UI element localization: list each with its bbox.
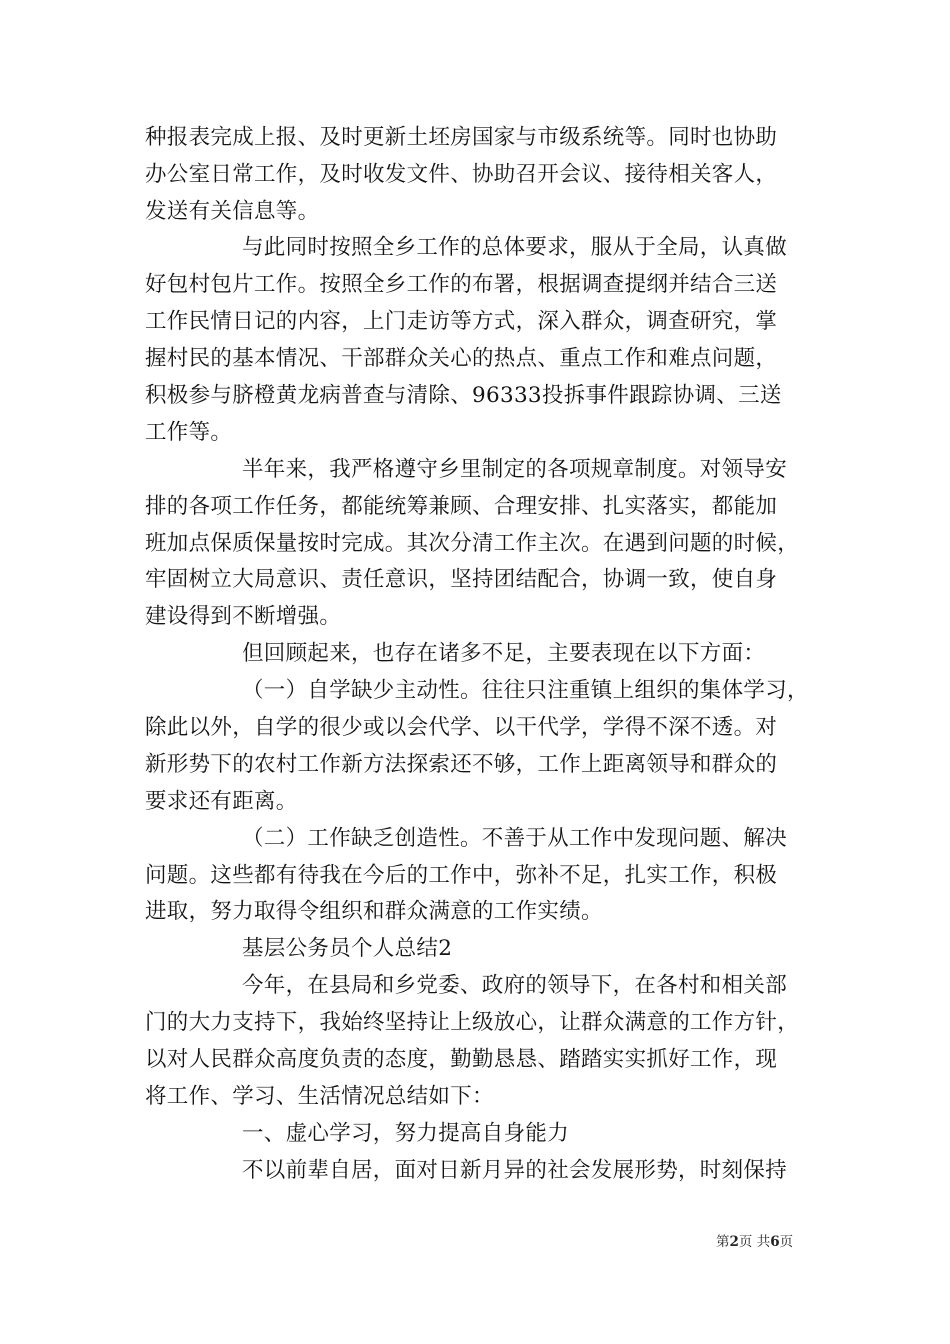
paragraph-start-line: 不以前辈自居，面对日新月异的社会发展形势，时刻保持 — [242, 1158, 788, 1183]
text-line: 积极参与脐橙黄龙病普查与清除、96333投拆事件跟踪协调、三送 — [145, 383, 782, 408]
text-line: 进取，努力取得令组织和群众满意的工作实绩。 — [145, 899, 603, 924]
text-line: 除此以外，自学的很少或以会代学、以干代学，学得不深不透。对 — [145, 715, 778, 740]
subsection-heading: 一、虚心学习，努力提高自身能力 — [242, 1121, 570, 1146]
list-item-line: （二）工作缺乏创造性。不善于从工作中发现问题、解决 — [242, 826, 788, 851]
footer-middle: 页 共 — [738, 1234, 771, 1250]
footer-suffix: 页 — [779, 1234, 794, 1250]
text-line: 好包村包片工作。按照全乡工作的布署，根据调查提纲并结合三送 — [145, 272, 778, 297]
text-line: 种报表完成上报、及时更新土坯房国家与市级系统等。同时也协助 — [145, 125, 778, 150]
paragraph-start-line: 与此同时按照全乡工作的总体要求，服从于全局，认真做 — [242, 235, 788, 260]
text-line: 工作民情日记的内容，上门走访等方式，深入群众，调查研究，掌 — [145, 309, 778, 334]
text-line: 要求还有距离。 — [145, 789, 298, 814]
text-line: 将工作、学习、生活情况总结如下： — [145, 1084, 494, 1109]
total-pages-number: 6 — [770, 1234, 780, 1250]
text-line: 建设得到不断增强。 — [145, 604, 342, 629]
paragraph-start-line: 今年，在县局和乡党委、政府的领导下，在各村和相关部 — [242, 973, 788, 998]
page-footer — [716, 1233, 793, 1251]
text-line: 班加点保质保量按时完成。其次分清工作主次。在遇到问题的时候， — [145, 531, 800, 556]
text-line: 握村民的基本情况、干部群众关心的热点、重点工作和难点问题， — [145, 346, 778, 371]
text-line: 门的大力支持下，我始终坚持让上级放心，让群众满意的工作方针， — [145, 1010, 800, 1035]
text-line: 办公室日常工作，及时收发文件、协助召开会议、接待相关客人， — [145, 162, 778, 187]
paragraph-start-line: 半年来，我严格遵守乡里制定的各项规章制度。对领导安 — [242, 457, 788, 482]
text-line: 发送有关信息等。 — [145, 199, 320, 224]
footer-prefix: 第 — [716, 1234, 730, 1250]
section-heading: 基层公务员个人总结2 — [242, 936, 453, 961]
current-page-number: 2 — [729, 1234, 739, 1250]
text-line: 新形势下的农村工作新方法探索还不够，工作上距离领导和群众的 — [145, 752, 778, 777]
text-line: 牢固树立大局意识、责任意识，坚持团结配合，协调一致，使自身 — [145, 567, 778, 592]
text-line: 排的各项工作任务，都能统筹兼顾、合理安排、扎实落实，都能加 — [145, 494, 778, 519]
text-line: 问题。这些都有待我在今后的工作中，弥补不足，扎实工作，积极 — [145, 863, 778, 888]
paragraph-start-line: 但回顾起来，也存在诸多不足，主要表现在以下方面： — [242, 641, 766, 666]
text-line: 以对人民群众高度负责的态度，勤勤恳恳、踏踏实实抓好工作，现 — [145, 1047, 778, 1072]
list-item-line: （一）自学缺少主动性。往往只注重镇上组织的集体学习， — [242, 678, 809, 703]
text-line: 工作等。 — [145, 420, 233, 445]
